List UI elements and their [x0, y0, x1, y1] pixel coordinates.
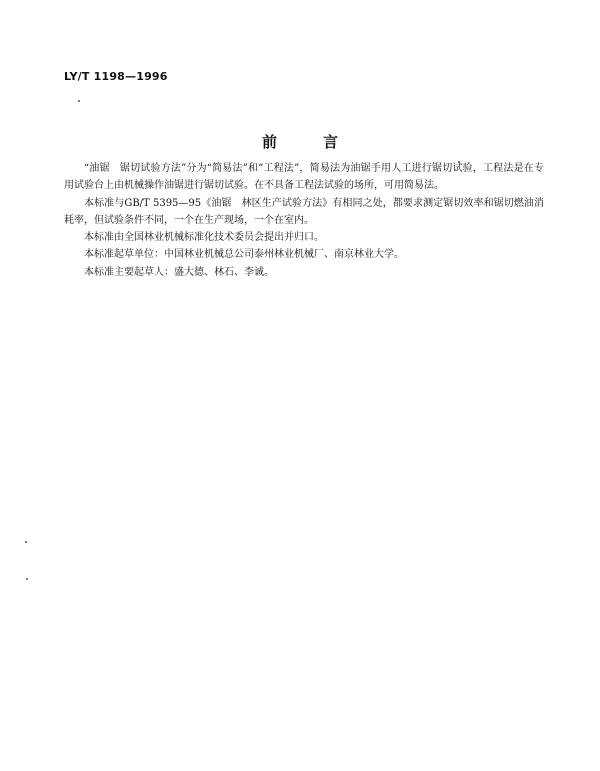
scan-speck — [78, 100, 80, 102]
paragraph-method-overview: “油锯 锯切试验方法”分为“简易法”和“工程法”，简易法为油锯手用人工进行锯切试验，工程法是在专用试验台上由机械操作油锯进行锯切试验。在不具备工程法试验的场所，可用简易法。 — [64, 163, 544, 192]
paragraph-proposer: 本标准由全国林业机械标准化技术委员会提出并归口。 — [84, 232, 324, 244]
title-char-1: 前 — [261, 133, 277, 151]
paragraph-drafters: 本标准主要起草人：盛大德、林石、李诚。 — [84, 266, 274, 278]
title-char-2: 言 — [323, 133, 339, 151]
scan-speck — [26, 578, 28, 580]
foreword-body — [64, 160, 544, 281]
scan-speck — [458, 161, 460, 163]
standard-code: LY/T 1198—1996 — [64, 70, 168, 83]
scan-speck — [25, 541, 27, 543]
paragraph-relation-to-gb: 本标准与GB/T 5395—95《油锯 林区生产试验方法》有相同之处，都要求测定锯切效率和锯切燃油消耗率，但试验条件不同，一个在生产现场，一个在室内。 — [64, 197, 544, 226]
paragraph-drafting-units: 本标准起草单位：中国林业机械总公司泰州林业机械厂、南京林业大学。 — [84, 249, 404, 261]
page-title — [0, 131, 600, 152]
